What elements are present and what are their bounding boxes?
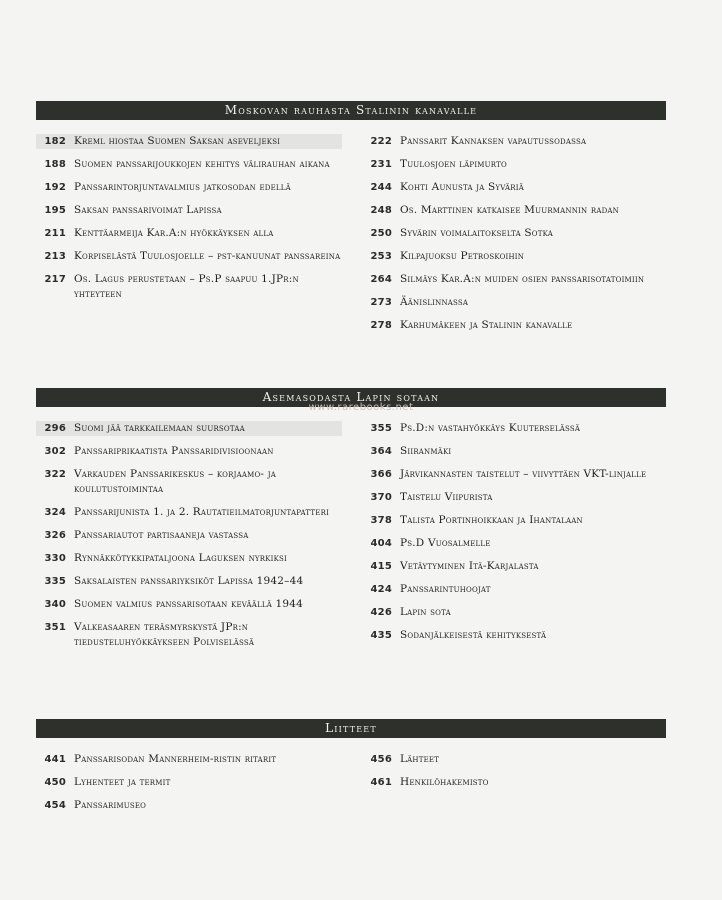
toc-entry [362, 444, 666, 459]
left-column [36, 134, 342, 310]
page-number: 231 [370, 159, 392, 170]
page-number: 213 [44, 251, 66, 262]
entry-title: Panssarintorjuntavalmius jatkosodan edellä [74, 181, 291, 193]
toc-entry [36, 467, 342, 497]
entry-title: Sodanjälkeisestä kehityksestä [400, 629, 547, 641]
page-number: 324 [44, 507, 66, 518]
toc-entry [362, 628, 666, 643]
toc-entry [362, 272, 666, 287]
toc-entry [36, 421, 342, 436]
entry-title: Henkilöhakemisto [400, 776, 489, 788]
toc-entry [362, 559, 666, 574]
toc-entry [362, 157, 666, 172]
page-number: 253 [370, 251, 392, 262]
toc-entry [362, 421, 666, 436]
page-number: 441 [44, 754, 66, 765]
entry-title: Suomen valmius panssarisotaan keväällä 1944 [74, 598, 304, 610]
entry-title: Karhumäkeen ja Stalinin kanavalle [400, 319, 573, 331]
entry-title: Talista Portinhoikkaan ja Ihantalaan [400, 514, 583, 526]
toc-entry [36, 203, 342, 218]
entry-title: Kilpajuoksu Petroskoihin [400, 250, 525, 262]
page-number: 335 [44, 576, 66, 587]
toc-entry [362, 295, 666, 310]
page-number: 250 [370, 228, 392, 239]
entry-title: Varkauden Panssarikeskus – korjaamo- ja koulutustoimintaa [74, 468, 276, 495]
page-number: 326 [44, 530, 66, 541]
toc-entry [36, 505, 342, 520]
toc-entry [362, 513, 666, 528]
toc-entry [362, 536, 666, 551]
page-number: 222 [370, 136, 392, 147]
entry-title: Taistelu Viipurista [400, 491, 493, 503]
toc-entry [36, 775, 342, 790]
page-number: 370 [370, 492, 392, 503]
entry-title: Rynnäkkötykkipataljoona Laguksen nyrkiksi [74, 552, 288, 564]
entry-title: Suomi jää tarkkailemaan suursotaa [74, 422, 245, 434]
toc-entry [36, 574, 342, 589]
page-number: 302 [44, 446, 66, 457]
entry-title: Lähteet [400, 753, 440, 765]
page-number: 192 [44, 182, 66, 193]
page-number: 435 [370, 630, 392, 641]
toc-entry [36, 444, 342, 459]
toc-entry [36, 134, 342, 149]
toc-entry [36, 180, 342, 195]
page-number: 330 [44, 553, 66, 564]
page-number: 264 [370, 274, 392, 285]
toc-entry [36, 272, 342, 302]
toc-entry [36, 752, 342, 767]
page-number: 278 [370, 320, 392, 331]
entry-title: Panssarisodan Mannerheim-ristin ritarit [74, 753, 277, 765]
page-number: 182 [44, 136, 66, 147]
page-number: 188 [44, 159, 66, 170]
page-number: 248 [370, 205, 392, 216]
toc-section-3 [36, 719, 666, 811]
toc-entry [36, 551, 342, 566]
toc-section-1 [36, 101, 666, 331]
entry-title: Tuulosjoen läpimurto [400, 158, 507, 170]
toc-entry [36, 620, 342, 650]
entry-title: Syvärin voimalaitokselta Sotka [400, 227, 553, 239]
page-number: 461 [370, 777, 392, 788]
entry-title: Korpiselästä Tuulosjoelle – pst-kanuunat panssareina [74, 250, 341, 262]
page-number: 378 [370, 515, 392, 526]
entry-title: Äänislinnassa [400, 296, 469, 308]
toc-entry [36, 528, 342, 543]
page-number: 456 [370, 754, 392, 765]
toc-entry [362, 605, 666, 620]
page-number: 211 [44, 228, 66, 239]
entry-title: Lapin sota [400, 606, 451, 618]
entry-title: Valkeasaaren teräsmyrskystä JPr:n tiedusteluhyökkäykseen Polviselässä [74, 621, 255, 648]
toc-entry [362, 582, 666, 597]
toc-entry [362, 226, 666, 241]
page-number: 273 [370, 297, 392, 308]
page-number: 450 [44, 777, 66, 788]
right-column [362, 752, 666, 798]
page-number: 355 [370, 423, 392, 434]
toc-entry [36, 798, 342, 813]
entry-title: Kohti Aunusta ja Syväriä [400, 181, 524, 193]
watermark: www.rarebooks.net [308, 402, 414, 413]
right-column [362, 421, 666, 651]
page-number: 244 [370, 182, 392, 193]
entry-title: Vetäytyminen Itä-Karjalasta [400, 560, 539, 572]
toc-entry [362, 249, 666, 264]
toc-entry [362, 467, 666, 482]
page-number: 366 [370, 469, 392, 480]
section-heading: Asemasodasta Lapin sotaan [36, 388, 666, 407]
toc-entry [362, 752, 666, 767]
section-heading: Liitteet [36, 719, 666, 738]
right-column [362, 134, 666, 341]
page-number: 340 [44, 599, 66, 610]
entry-title: Saksan panssarivoimat Lapissa [74, 204, 222, 216]
entry-title: Saksalaisten panssariyksiköt Lapissa 1942–44 [74, 575, 304, 587]
entry-title: Lyhenteet ja termit [74, 776, 171, 788]
entry-title: Kreml hiostaa Suomen Saksan aseveljeksi [74, 135, 281, 147]
page-number: 424 [370, 584, 392, 595]
page-number: 454 [44, 800, 66, 811]
entry-title: Järvikannasten taistelut – viivyttäen VKT-linjalle [400, 468, 647, 480]
toc-entry [362, 318, 666, 333]
toc-entry [36, 157, 342, 172]
toc-entry [362, 490, 666, 505]
entry-title: Siiranmäki [400, 445, 452, 457]
toc-entry [362, 134, 666, 149]
toc-entry [36, 249, 342, 264]
entry-title: Panssarit Kannaksen vapautussodassa [400, 135, 587, 147]
page-number: 322 [44, 469, 66, 480]
entry-title: Panssariautot partisaaneja vastassa [74, 529, 249, 541]
left-column [36, 421, 342, 658]
entry-title: Ps.D Vuosalmelle [400, 537, 491, 549]
entry-title: Panssarijunista 1. ja 2. Rautatieilmatorjuntapatteri [74, 506, 330, 518]
entry-title: Os. Lagus perustetaan – Ps.P saapuu 1.JPr:n yhteyteen [74, 273, 299, 300]
toc-entry [36, 226, 342, 241]
page-number: 404 [370, 538, 392, 549]
entry-title: Silmäys Kar.A:n muiden osien panssarisotatoimiin [400, 273, 645, 285]
entry-title: Os. Marttinen katkaisee Muurmannin radan [400, 204, 620, 216]
toc-entry [362, 203, 666, 218]
entry-title: Kenttäarmeija Kar.A:n hyökkäyksen alla [74, 227, 274, 239]
entry-title: Ps.D:n vastahyökkäys Kuuterselässä [400, 422, 581, 434]
toc-entry [362, 180, 666, 195]
page-number: 351 [44, 622, 66, 633]
entry-title: Panssarimuseo [74, 799, 147, 811]
toc-entry [36, 597, 342, 612]
page-number: 296 [44, 423, 66, 434]
entry-title: Suomen panssarijoukkojen kehitys välirauhan aikana [74, 158, 330, 170]
page-number: 415 [370, 561, 392, 572]
entry-title: Panssariprikaatista Panssaridivisioonaan [74, 445, 274, 457]
left-column [36, 752, 342, 821]
entry-title: Panssarintuhoojat [400, 583, 491, 595]
toc-entry [362, 775, 666, 790]
page-number: 217 [44, 274, 66, 285]
section-heading: Moskovan rauhasta Stalinin kanavalle [36, 101, 666, 120]
page-number: 364 [370, 446, 392, 457]
page-number: 195 [44, 205, 66, 216]
page-number: 426 [370, 607, 392, 618]
